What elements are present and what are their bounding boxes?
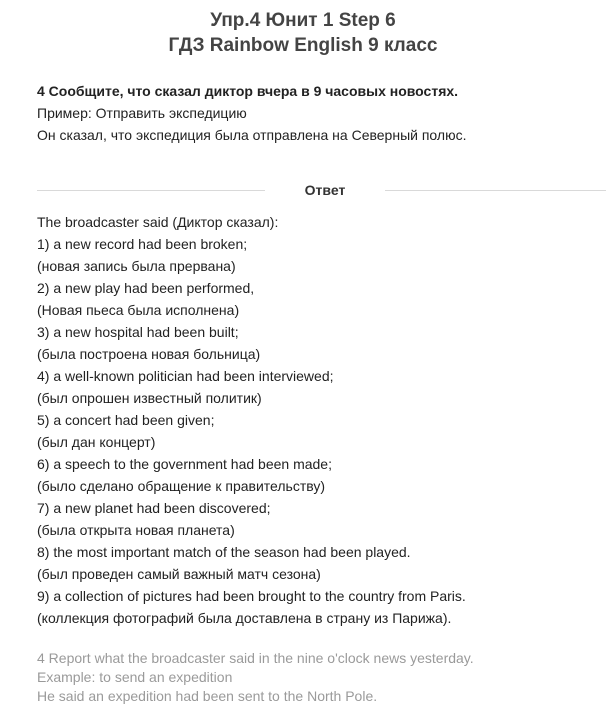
answer-divider	[0, 180, 606, 200]
answer-line: 6) a speech to the government had been made;	[37, 456, 332, 472]
task-heading: 4 Сообщите, что сказал диктор вчера в 9 часовых новостях.	[37, 83, 459, 99]
answer-line: 7) a new planet had been discovered;	[37, 500, 271, 516]
answer-line: 8) the most important match of the season had been played.	[37, 544, 411, 560]
translation-heading: 4 Report what the broadcaster said in the nine o'clock news yesterday.	[37, 650, 474, 666]
answer-line: 1) a new record had been broken;	[37, 236, 248, 252]
answer-line: (новая запись была прервана)	[37, 258, 236, 274]
answer-line: (была построена новая больница)	[37, 346, 261, 362]
answer-line: (была открыта новая планета)	[37, 522, 235, 538]
translation-example-answer: He said an expedition had been sent to the North Pole.	[37, 688, 378, 704]
answer-line: 9) a collection of pictures had been brought to the country from Paris.	[37, 588, 466, 604]
answer-block	[37, 211, 602, 629]
answer-line: The broadcaster said (Диктор сказал):	[37, 214, 279, 230]
answer-line: (коллекция фотографий была доставлена в страну из Парижа).	[37, 610, 452, 626]
answer-line: 5) a concert had been given;	[37, 412, 215, 428]
task-example-answer: Он сказал, что экспедиция была отправлена на Северный полюс.	[37, 127, 467, 143]
task-example: Пример: Отправить экспедицию	[37, 105, 247, 121]
translation-block	[37, 649, 602, 706]
answer-line: (был опрошен известный политик)	[37, 390, 262, 406]
answer-label: Ответ	[304, 182, 346, 198]
answer-line: (был дан концерт)	[37, 434, 156, 450]
page-subtitle: ГДЗ Rainbow English 9 класс	[168, 35, 438, 56]
divider-line-right	[385, 190, 606, 191]
divider-line-left	[37, 190, 265, 191]
answer-line: 2) a new play had been performed,	[37, 280, 255, 296]
answer-line: (было сделано обращение к правительству)	[37, 478, 326, 494]
task-block	[37, 80, 597, 146]
page-title: Упр.4 Юнит 1 Step 6	[210, 10, 396, 31]
answer-line: (Новая пьеса была исполнена)	[37, 302, 240, 318]
answer-line: (был проведен самый важный матч сезона)	[37, 566, 321, 582]
answer-line: 3) a new hospital had been built;	[37, 324, 239, 340]
answer-line: 4) a well-known politician had been interviewed;	[37, 368, 334, 384]
translation-example: Example: to send an expedition	[37, 669, 233, 685]
